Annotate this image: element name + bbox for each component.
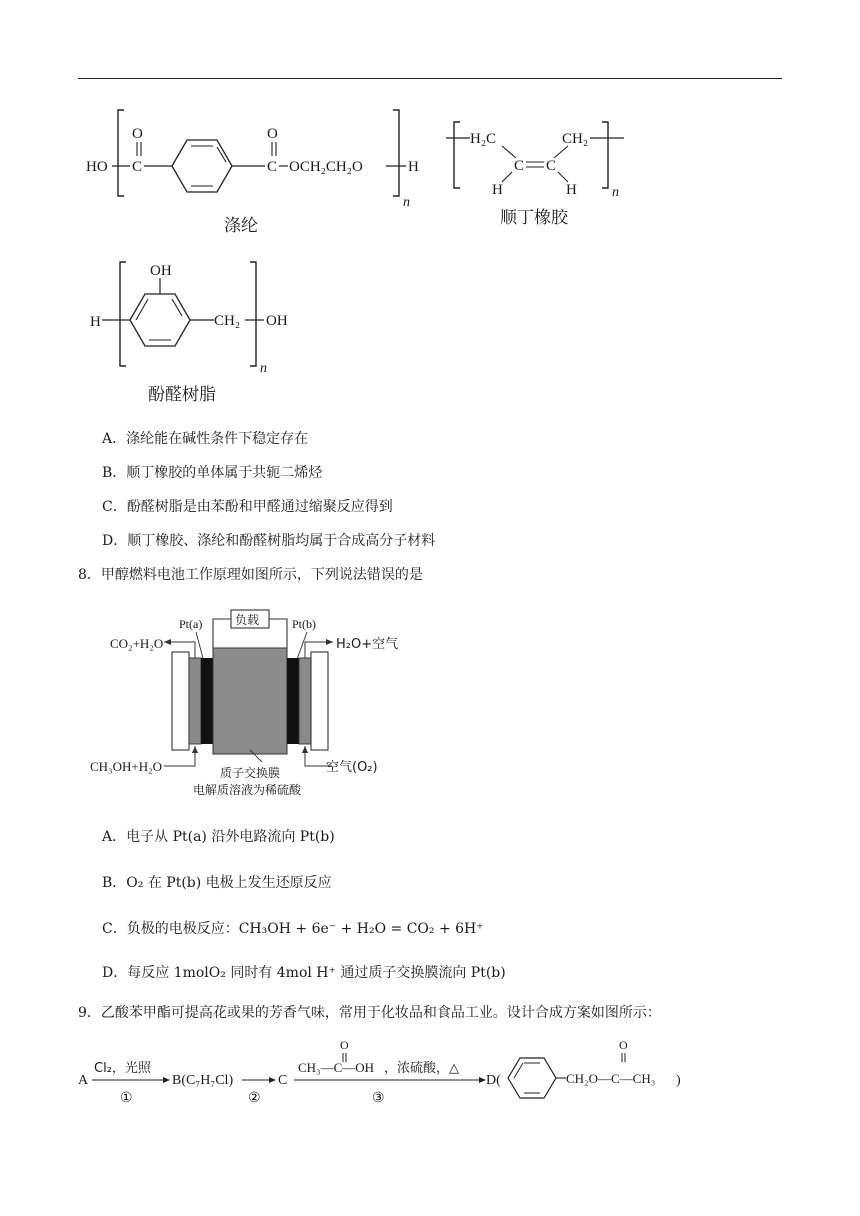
step3-acid: CH₃—C—OH — [298, 1060, 375, 1075]
inlet-left-label: CH₃OH+H₂O — [90, 759, 163, 774]
scheme-d-suffix: ) — [676, 1073, 681, 1088]
rubber-label: 顺丁橡胶 — [500, 208, 568, 228]
rubber-n: n — [612, 185, 619, 200]
step2-num: ② — [248, 1091, 261, 1106]
dacron-o2: O — [267, 126, 278, 142]
q7-option-a: A．涤纶能在碱性条件下稳定存在 — [102, 431, 309, 447]
header-rule — [78, 78, 782, 79]
q9-stem: 9．乙酸苯甲酯可提高花或果的芳香气味，常用于化妆品和食品工业。设计合成方案如图所示： — [78, 1005, 661, 1021]
synthesis-scheme — [76, 1032, 716, 1112]
dacron-c2: C — [267, 159, 278, 175]
load-label: 负载 — [235, 613, 260, 627]
rubber-h-right: H — [566, 182, 577, 198]
electrolyte-label: 电解质溶液为稀硫酸 — [193, 783, 302, 797]
fuel-cell-diagram — [86, 604, 406, 804]
phenolic-n: n — [260, 361, 267, 376]
scheme-d-o: O — [619, 1038, 628, 1052]
inlet-right-label: 空气(O₂) — [326, 760, 378, 775]
phenolic-h-left: H — [90, 314, 101, 330]
dacron-c1: C — [132, 159, 143, 175]
scheme-b: B(C₇H₇Cl) — [172, 1073, 234, 1088]
dacron-end-right: H — [408, 159, 419, 175]
q8-option-a: A．电子从 Pt(a) 沿外电路流向 Pt(b) — [102, 829, 335, 845]
q7-option-c: C．酚醛树脂是由苯酚和甲醛通过缩聚反应得到 — [102, 499, 393, 515]
q7-option-b: B．顺丁橡胶的单体属于共轭二烯烃 — [102, 465, 323, 481]
dacron-n: n — [403, 195, 410, 210]
rubber-c-right: C — [546, 158, 557, 174]
q8-option-c: C．负极的电极反应：CH₃OH + 6e⁻ + H₂O = CO₂ + 6H⁺ — [102, 921, 484, 937]
step3-num: ③ — [372, 1091, 385, 1106]
dacron-structure — [80, 100, 440, 240]
step1-num: ① — [120, 1091, 133, 1106]
scheme-a: A — [78, 1073, 89, 1088]
q7-option-d: D．顺丁橡胶、涤纶和酚醛树脂均属于合成高分子材料 — [102, 533, 436, 549]
dacron-chain: OCH₂CH₂O — [289, 159, 363, 175]
q8-option-d: D．每反应 1molO₂ 同时有 4mol H⁺ 通过质子交换膜流向 Pt(b) — [102, 965, 506, 981]
outlet-left-label: CO₂+H₂O — [110, 636, 164, 651]
phenolic-oh-top: OH — [150, 263, 172, 279]
step1-reagent: Cl₂，光照 — [94, 1061, 151, 1076]
phenolic-ch2: CH₂ — [214, 313, 241, 329]
step3-conditions: ，浓硫酸，△ — [384, 1061, 459, 1076]
pt-b-label: Pt(b) — [292, 617, 316, 631]
q8-stem: 8．甲醇燃料电池工作原理如图所示，下列说法错误的是 — [78, 567, 423, 583]
step3-acid-o: O — [340, 1038, 349, 1052]
scheme-d-prefix: D( — [486, 1073, 501, 1088]
scheme-c: C — [278, 1073, 288, 1088]
rubber-ch2-left: H₂C — [470, 131, 497, 147]
phenolic-structure — [84, 256, 324, 406]
rubber-c-left: C — [514, 158, 525, 174]
phenolic-label: 酚醛树脂 — [148, 385, 216, 405]
q8-option-b: B．O₂ 在 Pt(b) 电极上发生还原反应 — [102, 875, 332, 891]
phenolic-oh-right: OH — [266, 313, 288, 329]
rubber-h-left: H — [492, 182, 503, 198]
scheme-d-chain: CH₂O—C—CH₃ — [566, 1071, 656, 1086]
dacron-end-left: HO — [86, 159, 108, 175]
outlet-right-label: H₂O+空气 — [336, 637, 399, 652]
dacron-label: 涤纶 — [224, 216, 258, 236]
dacron-o1: O — [132, 126, 143, 142]
rubber-ch2-right: CH₂ — [562, 131, 589, 147]
membrane-label: 质子交换膜 — [220, 766, 281, 780]
pt-a-label: Pt(a) — [179, 617, 203, 631]
rubber-structure — [440, 110, 640, 230]
